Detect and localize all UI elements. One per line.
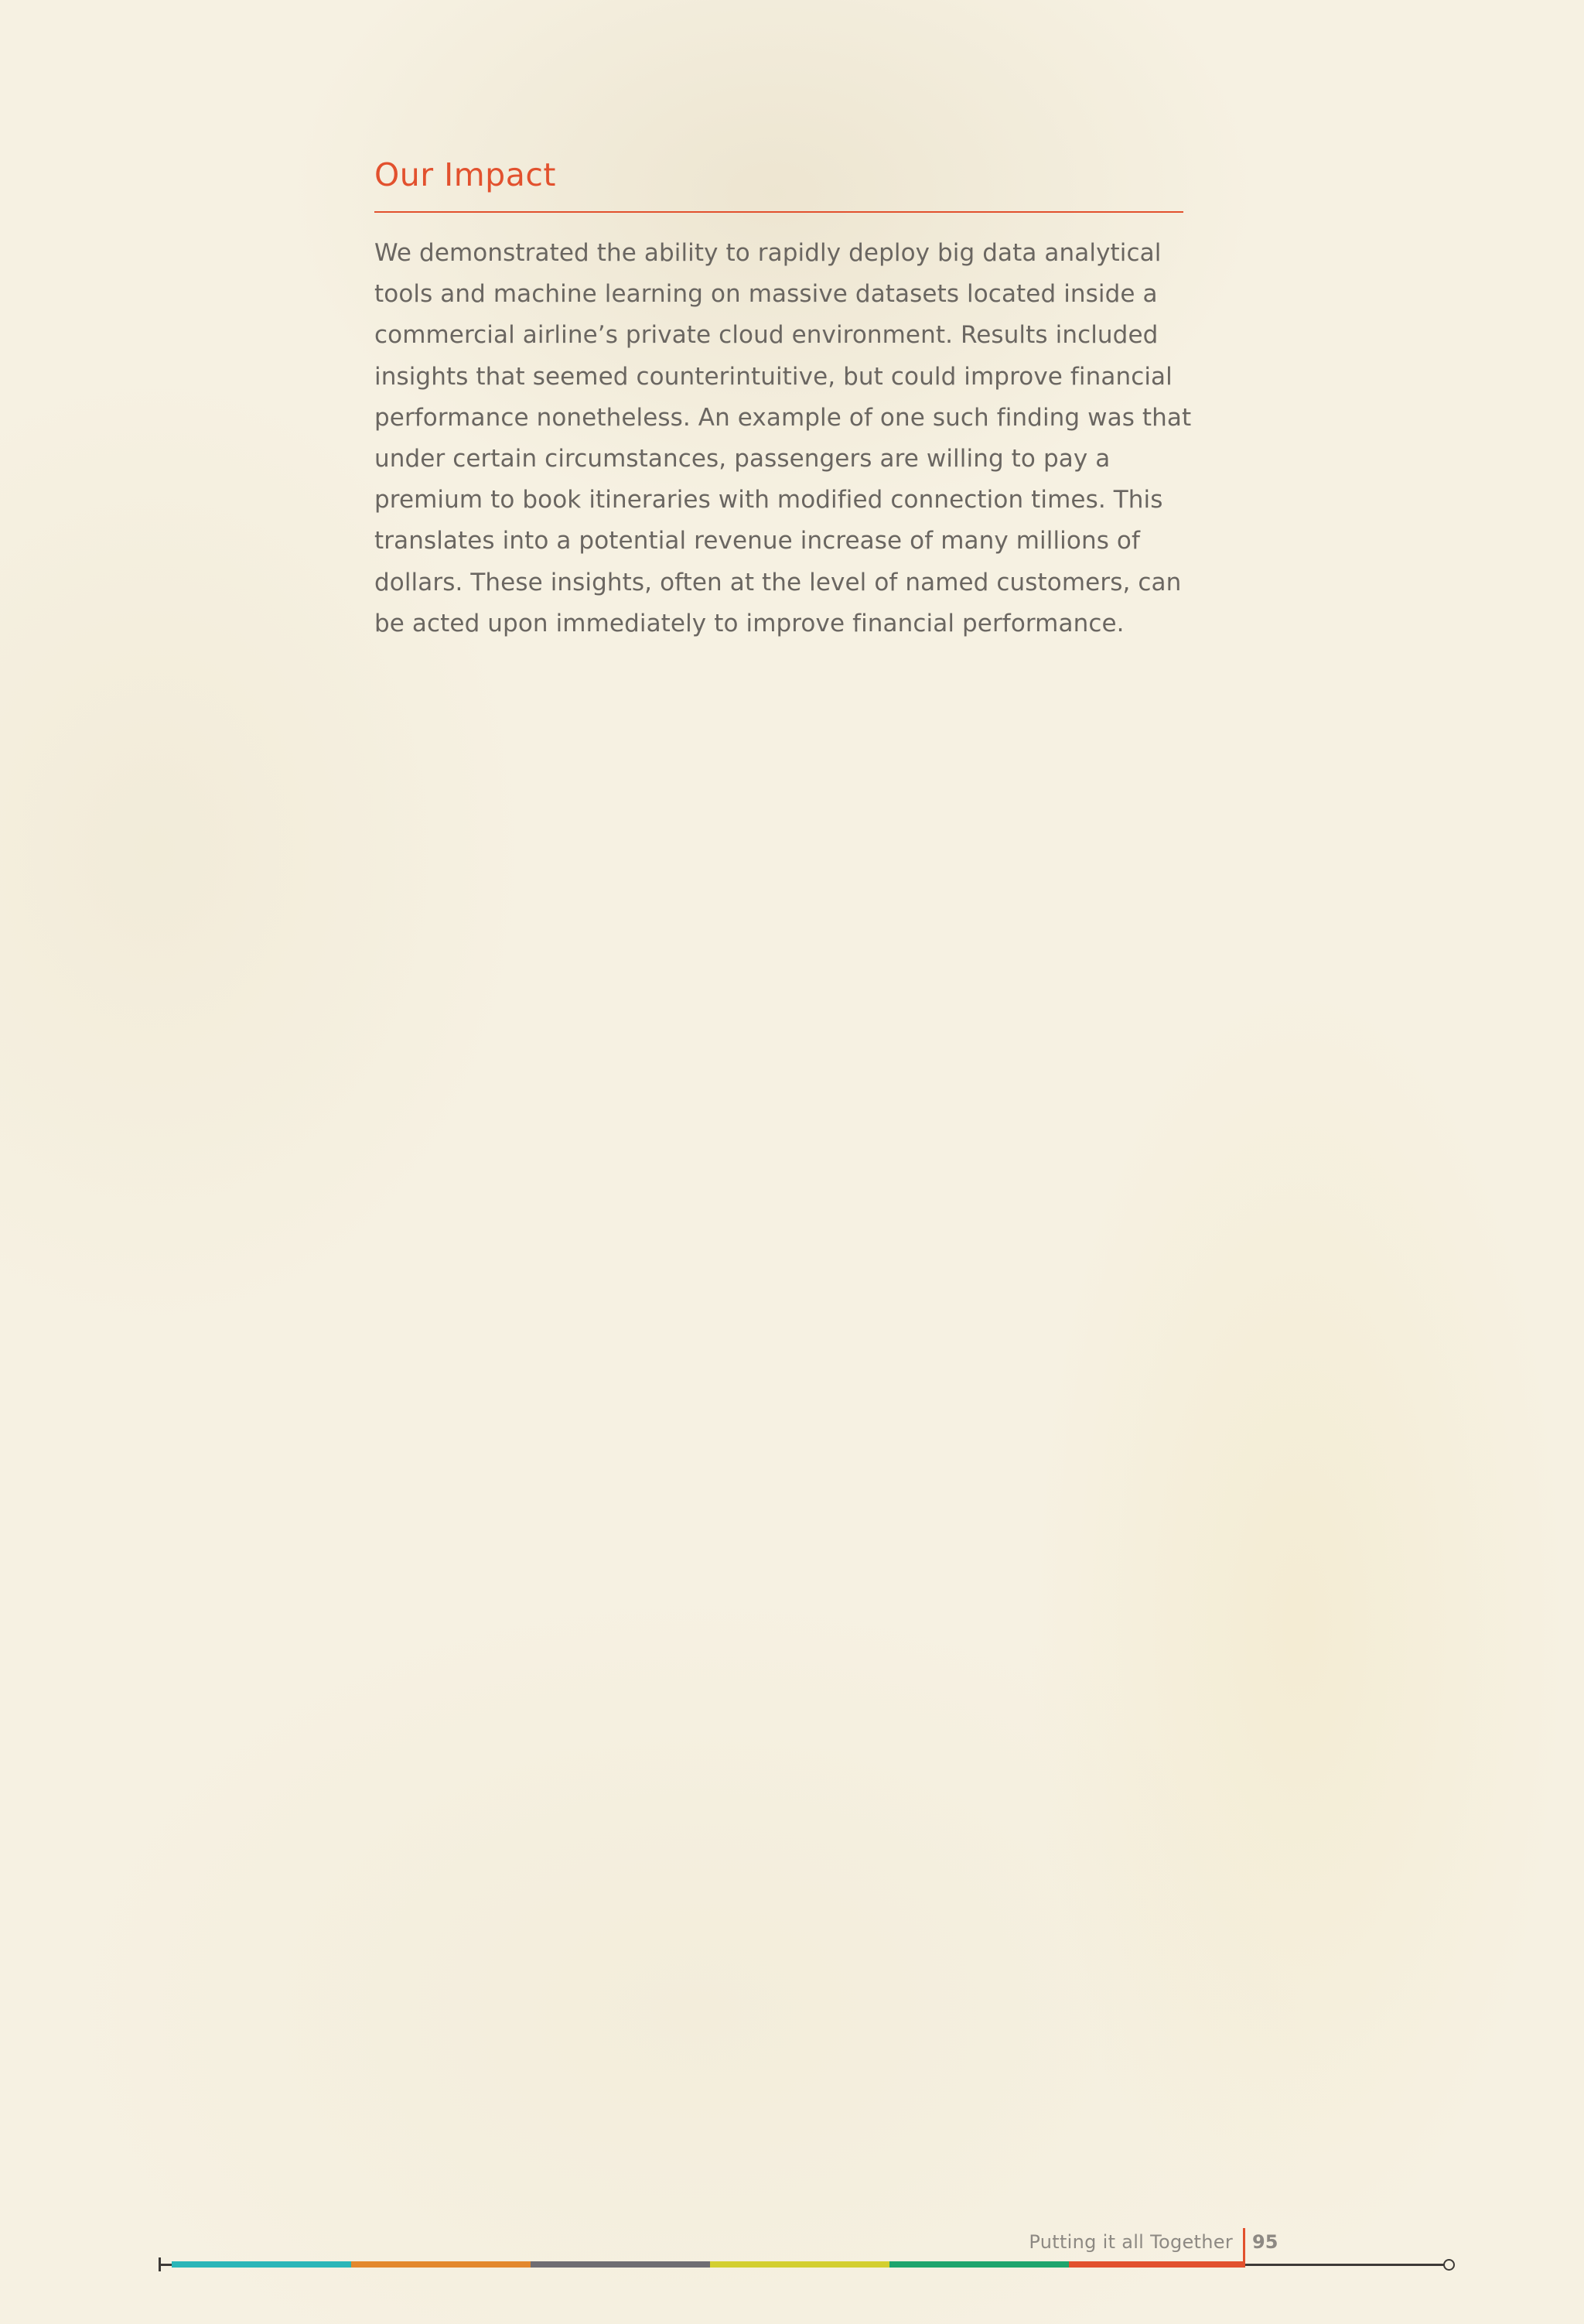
page-footer [0,2213,1584,2274]
chapter-title: Putting it all Together [1029,2231,1233,2253]
page-number: 95 [1252,2231,1278,2253]
heading-rule [374,211,1183,213]
timeline-end-circle [1443,2259,1455,2271]
timeline-segment-yellow [710,2261,889,2268]
timeline-segment-gray [531,2261,710,2268]
timeline-start-cap [159,2257,161,2271]
timeline-segment-orange [351,2261,531,2268]
section-body: We demonstrated the ability to rapidly deploy big data analytical tools and machine learning on massive datasets located inside a commercial airline’s private cloud environment. Results included insights that seemed counterintuitive, but could improve financial performance nonetheless. An example of one such finding was that under certain circumstances, passengers are willing to pay a premium to book itineraries with modified connection times. This translates into a potential revenue increase of many millions of dollars. These insights, often at the level of named customers, can be acted upon immediately to improve financial performance. [374,239,1192,637]
timeline-segment-teal [172,2261,351,2268]
content-area [374,147,1194,644]
timeline-segment-green [889,2261,1069,2268]
section-heading: Our Impact [374,156,556,193]
timeline-segment-red [1069,2261,1245,2268]
footer-divider [1243,2228,1245,2262]
